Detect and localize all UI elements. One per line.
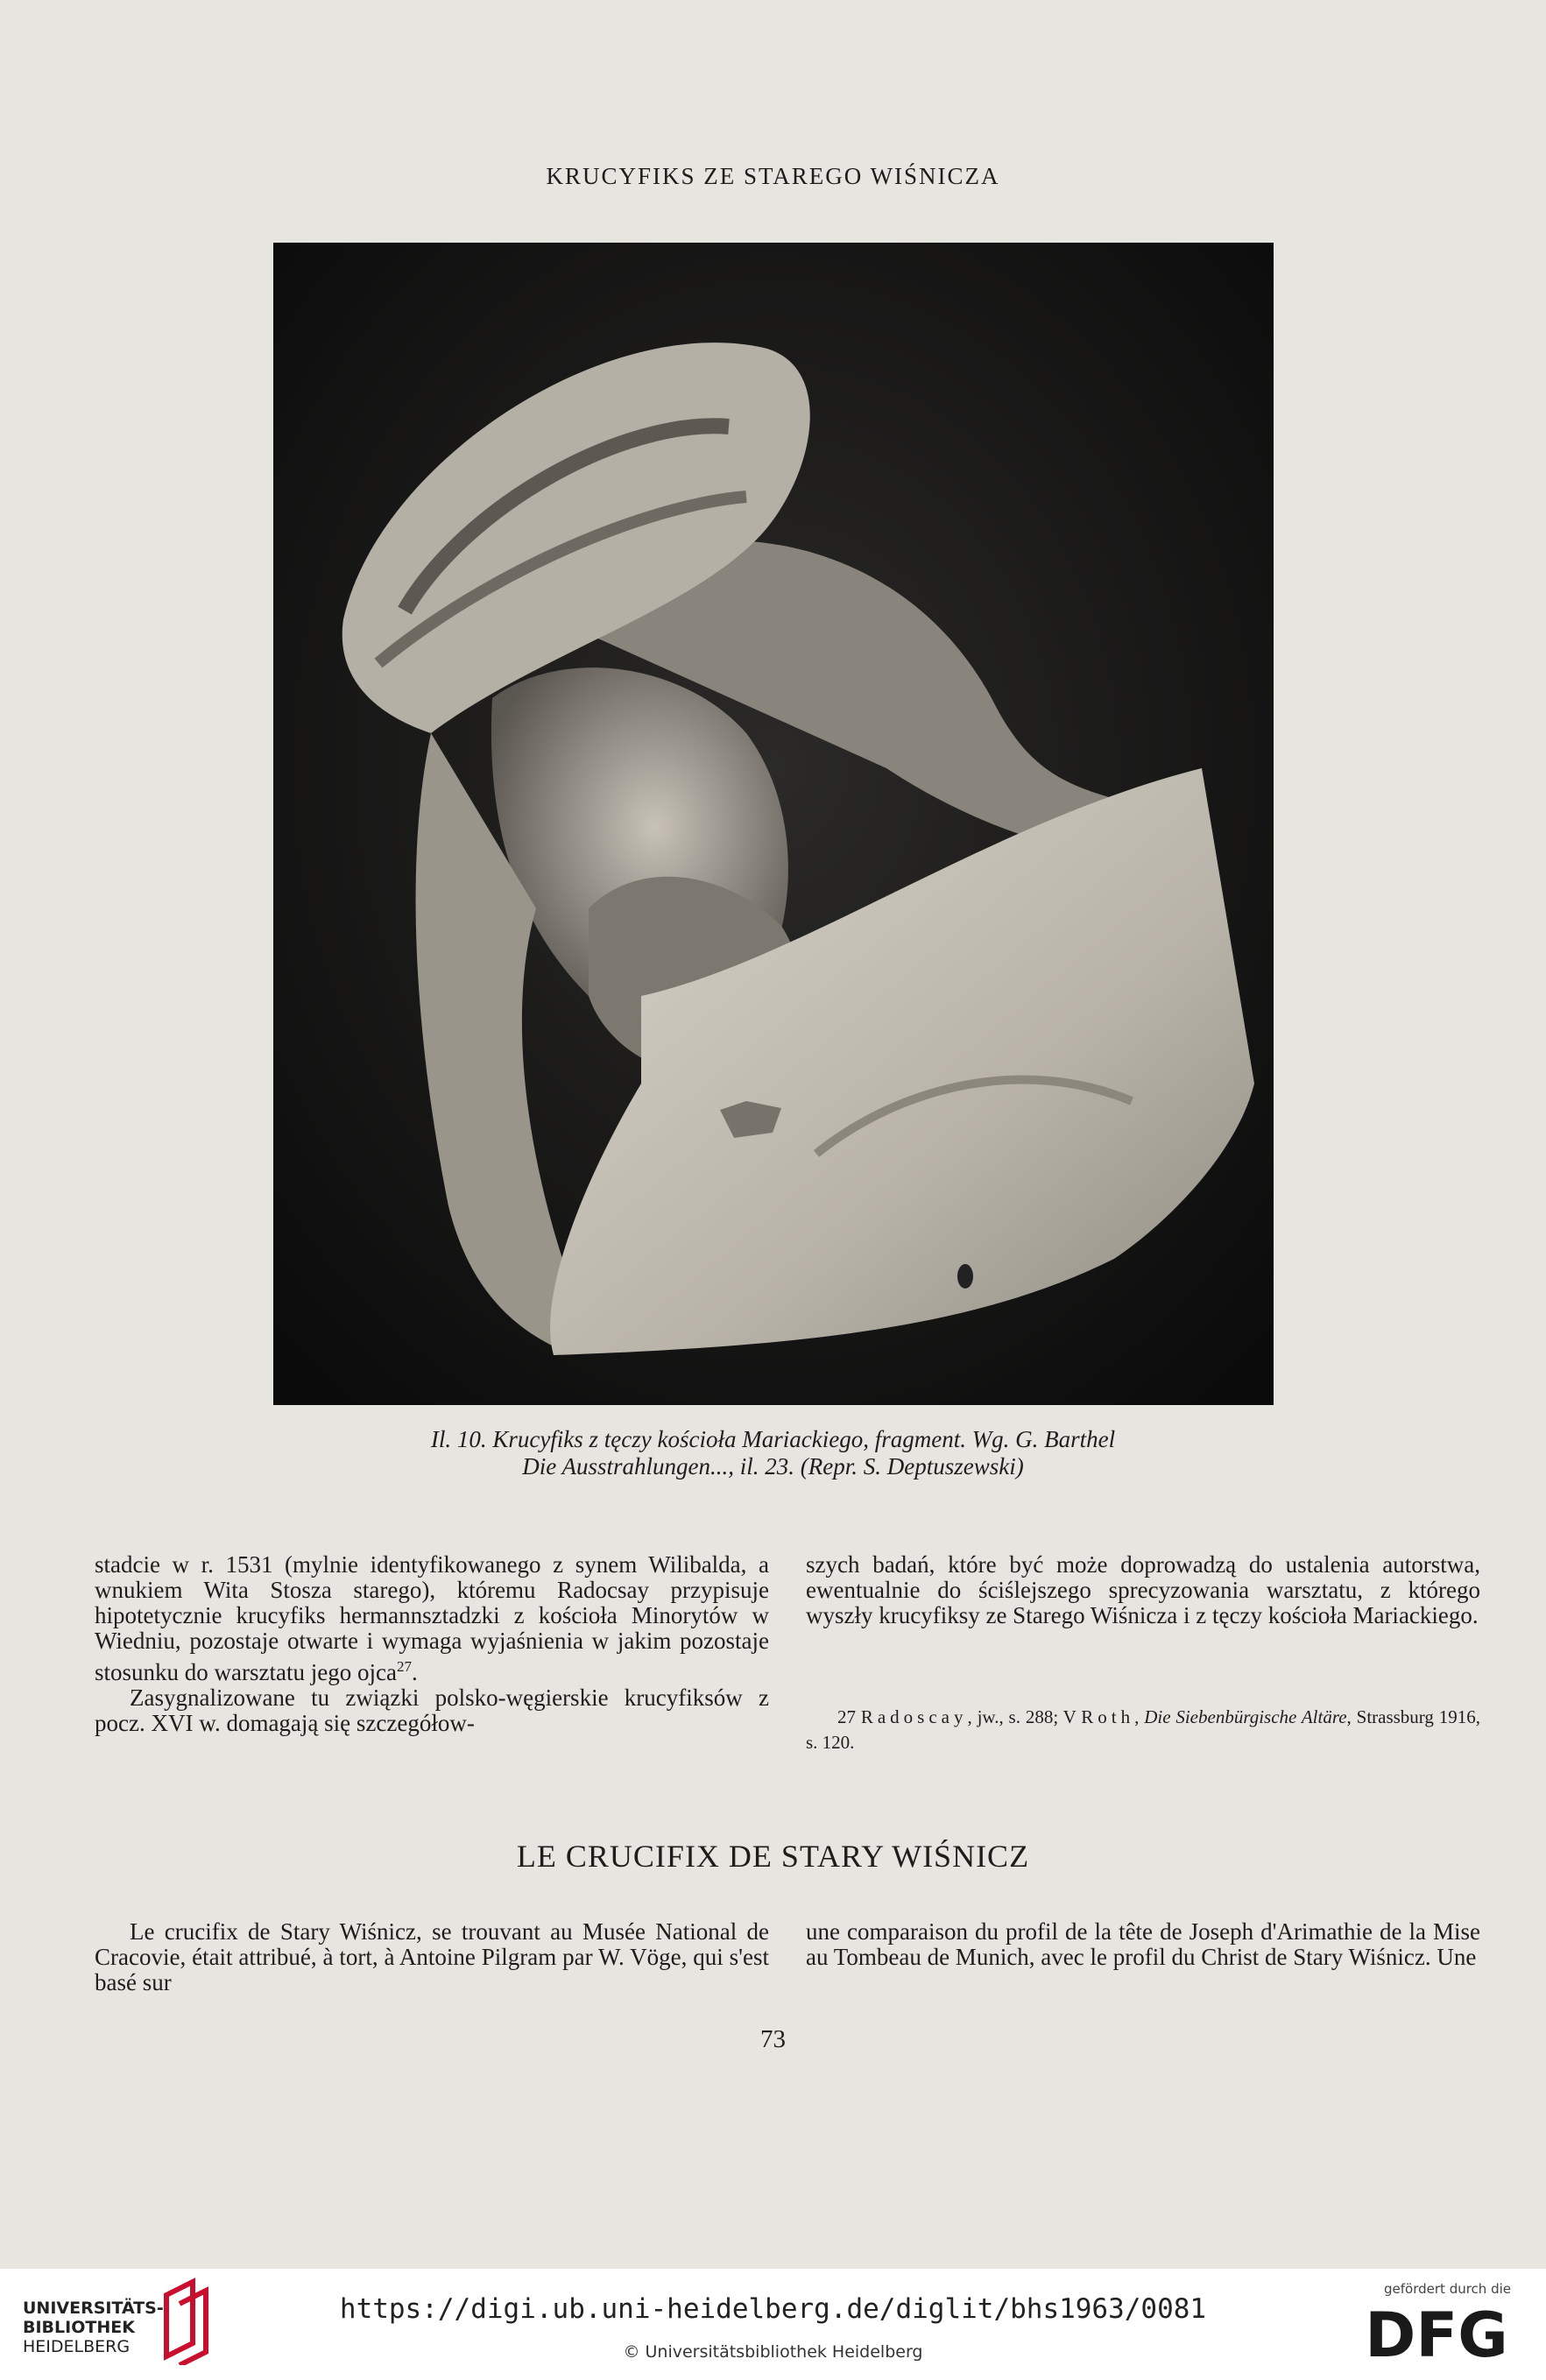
footnote-author-2: Roth — [1081, 1706, 1135, 1727]
polish-left-column — [95, 1552, 769, 1736]
running-head: KRUCYFIKS ZE STAREGO WIŚNICZA — [546, 163, 1000, 189]
page-number: 73 — [760, 2025, 786, 2053]
polish-paragraph-3: szych badań, które być może doprowadzą do ustalenia autorstwa, ewentualnie do ściślejszego sprecyzowania warsztatu, z którego wyszły krucyfiksy ze Starego Wiśnicza i z tęczy kościoła Mariackiego. — [806, 1551, 1480, 1628]
funding-note: gefördert durch die — [1384, 2281, 1511, 2297]
sculpture-illustration — [273, 243, 1274, 1405]
section-title: LE CRUCIFIX DE STARY WIŚNICZ — [516, 1839, 1030, 1874]
polish-paragraph-1-text: stadcie w r. 1531 (mylnie identyfikowanego z synem Wilibalda, a wnukiem Wita Stosza starego), któremu Radocsay przypisuje hipotetycznie krucyfiks hermannsztadzki z kościoła Minorytów w Wiedniu, pozostaje otwarte i wymaga wyjaśnienia w jakim pozostaje stosunku do warsztatu jego ojca — [95, 1551, 769, 1685]
permalink-link[interactable]: https://digi.ub.uni-heidelberg.de/diglit/bhs1963/0081 — [339, 2293, 1207, 2325]
french-paragraph-right: une comparaison du profil de la tête de Joseph d'Arimathie de la Mise au Tombeau de Munich, avec le profil du Christ de Stary Wiśnicz. Une — [806, 1918, 1480, 1970]
library-name-line-2: BIBLIOTHEK — [23, 2318, 135, 2337]
dfg-logo-icon — [1362, 2300, 1511, 2369]
footnote-part-3: , Strassburg 1916, s. 120. — [806, 1706, 1481, 1753]
copyright-notice: © Universitätsbibliothek Heidelberg — [623, 2342, 923, 2362]
footnote-27 — [806, 1705, 1480, 1755]
footnote-part-2: , — [1134, 1706, 1140, 1727]
sculpture-photo — [273, 243, 1274, 1405]
library-name-line-3: HEIDELBERG — [23, 2337, 131, 2356]
permalink[interactable] — [0, 2293, 1546, 2325]
caption-line-1: Il. 10. Krucyfiks z tęczy kościoła Mariackiego, fragment. Wg. G. Barthel — [430, 1426, 1116, 1452]
footnote-ref-27: 27 — [396, 1658, 412, 1675]
polish-paragraph-1 — [95, 1552, 769, 1685]
caption-line-2: Die Ausstrahlungen..., il. 23. (Repr. S. Deptuszewski) — [522, 1453, 1024, 1480]
french-right-column — [806, 1919, 1480, 1970]
footnote-part-1: , jw., s. 288; V — [967, 1706, 1077, 1727]
polish-paragraph-2: Zasygnalizowane tu związki polsko-węgierskie krucyfiksów z pocz. XVI w. domagają się szczegółow- — [95, 1684, 769, 1736]
french-left-column — [95, 1919, 769, 1995]
footnote-title: Die Siebenbürgische Altäre — [1144, 1706, 1347, 1727]
library-name-line-1: UNIVERSITÄTS- — [23, 2299, 164, 2318]
figure-caption — [263, 1426, 1283, 1480]
french-paragraph-left: Le crucifix de Stary Wiśnicz, se trouvant au Musée National de Cracovie, était attribué, à tort, à Antoine Pilgram par W. Vöge, qui s'est basé sur — [95, 1918, 769, 1995]
polish-right-column — [806, 1552, 1480, 1628]
footnote-author-1: Radoscay — [860, 1706, 968, 1727]
polish-paragraph-1-end: . — [411, 1659, 418, 1685]
digital-library-footer — [0, 2269, 1546, 2380]
dfg-logo-text: DFG — [1365, 2300, 1508, 2369]
footnote-number: 27 — [837, 1706, 856, 1727]
